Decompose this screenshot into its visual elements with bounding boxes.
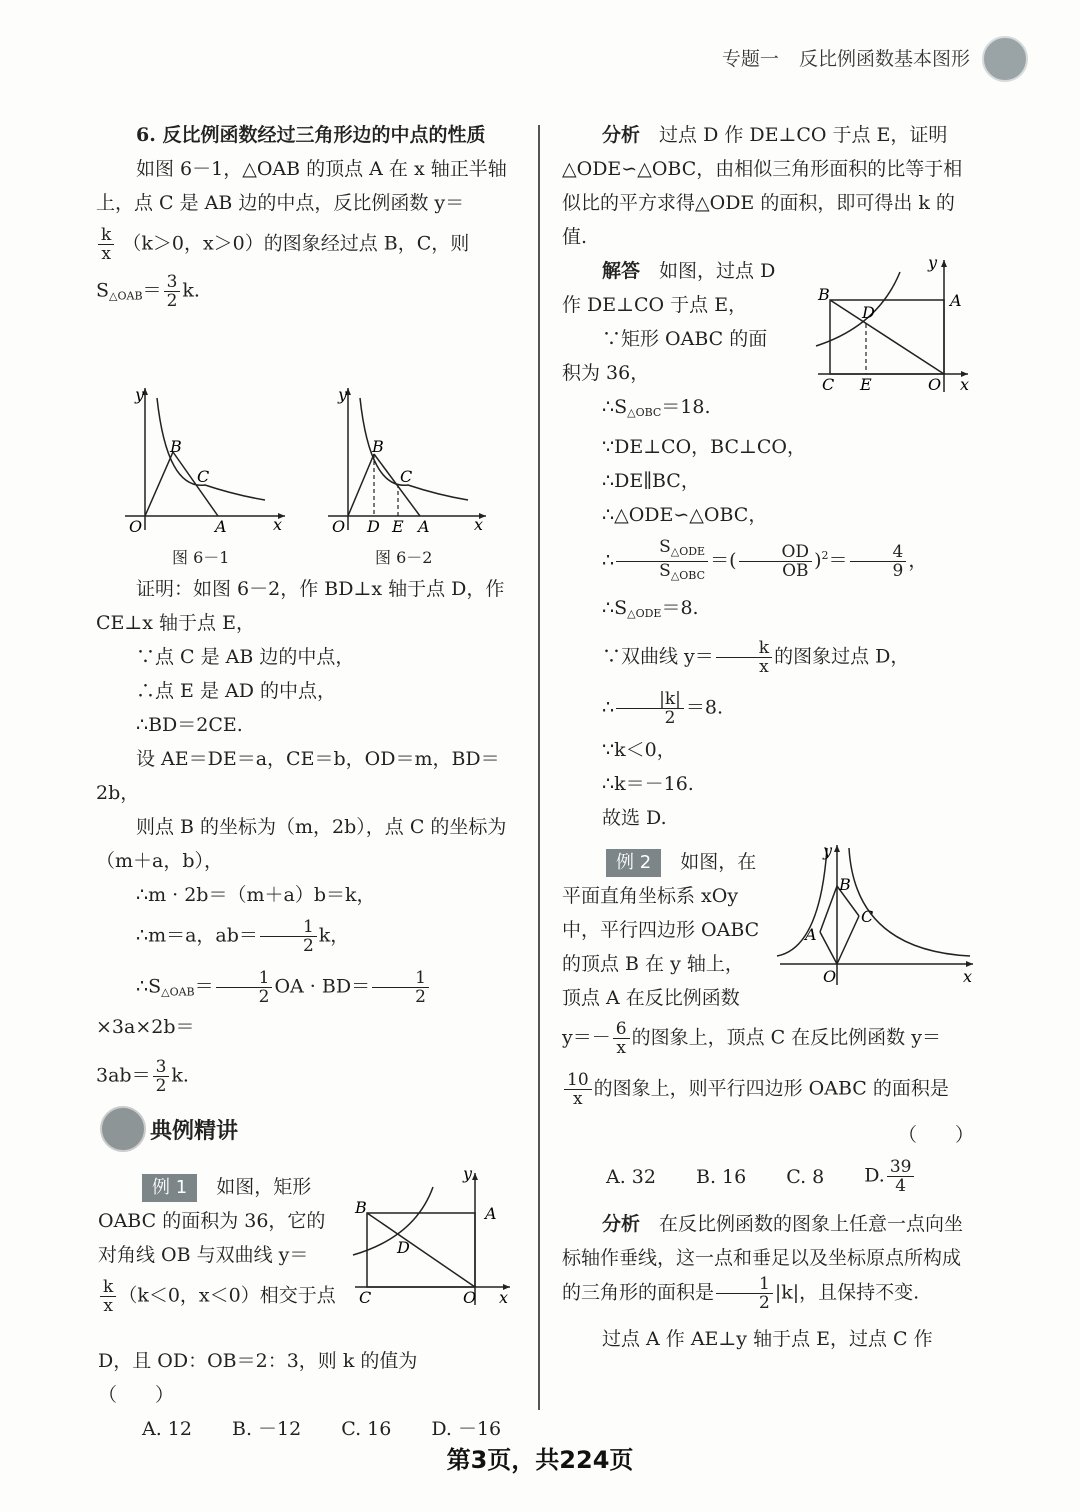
section-heading <box>100 1106 238 1152</box>
point-C-label: C <box>400 467 413 486</box>
solution-step: $\therefore S_{\triangle ODE}=8$. <box>602 597 699 620</box>
point-D-label: D <box>862 303 875 322</box>
point-B-label: B <box>818 285 830 304</box>
x-axis-label: x <box>474 515 484 534</box>
property-title: 6. 反比例函数经过三角形边的中点的性质 <box>136 124 486 146</box>
example-1-line: OABC 的面积为 36，它的 <box>98 1210 326 1232</box>
y-axis-label: y <box>463 1165 473 1183</box>
property-statement-cont: $\frac{k}{x}$ （k＞0，x＞0）的图象经过点 B，C，则 <box>96 226 508 263</box>
point-C-label: C <box>359 1288 372 1307</box>
point-B-label: B <box>839 875 851 894</box>
x-axis-label: x <box>963 967 973 986</box>
choice-b: B. －12 <box>231 1418 302 1440</box>
point-D-label: D <box>367 517 380 536</box>
example-2-figure <box>775 840 975 990</box>
proof-block <box>96 572 508 1095</box>
example-1-question: D，且 OD：OB＝2：3，则 k 的值为 （ ） <box>98 1350 456 1406</box>
example-2-line: y＝－ $\frac{6}{x}$ 的图象上，顶点 C 在反比例函数 y＝ <box>562 1019 941 1058</box>
x-axis-label: x <box>960 375 970 394</box>
point-A-label: A <box>418 517 430 536</box>
solution-step: $\therefore S_{\triangle OBC}=18$. <box>602 396 711 419</box>
solution-step-ratio: ∴ $\frac{S_{\triangle ODE}}{S_{\triangle OBC}}$ ＝( $\frac{OD}{OB}$ )$^2$＝ $\frac{4}{9}$ ， <box>602 537 928 582</box>
solution-line: 作 DE⊥CO 于点 E， <box>562 294 748 316</box>
choice-b: B. 16 <box>695 1165 747 1188</box>
header-title: 反比例函数基本图形 <box>798 48 970 70</box>
point-B-label: B <box>170 437 182 456</box>
x-axis-label: x <box>499 1288 509 1307</box>
property-conclusion: $S_{\triangle OAB}=$ $\frac{3}{2}$ k. <box>96 272 200 311</box>
figure-6-2-caption: 图 6－2 <box>375 548 433 567</box>
proof-line: ∴BD＝2CE. <box>136 714 243 736</box>
point-A-label: A <box>805 925 817 944</box>
example-2-line: 平面直角坐标系 xOy <box>562 885 739 907</box>
point-O-label: O <box>332 517 346 536</box>
choice-a: A. 32 <box>606 1165 656 1188</box>
example-2-line: $\frac{10}{x}$ 的图象上，则平行四边形 OABC 的面积是 <box>562 1071 974 1108</box>
solution-line: ∵矩形 OABC 的面 <box>602 328 768 350</box>
example-2: 例 2 如图，在 平面直角坐标系 xOy 中，平行四边形 OABC 的顶点 B 在 y 轴上， 顶点 A 在反比例函数 <box>562 845 777 1015</box>
example-1-line: $\frac{k}{x}$ （k＜0，x＜0）相交于点 <box>98 1278 338 1315</box>
header-topic: 专题一 <box>721 48 779 70</box>
choice-d: D. $\frac{39}{4}$ <box>864 1158 916 1195</box>
column-divider <box>538 125 540 1410</box>
property-statement: 如图 6－1，△OAB 的顶点 A 在 x 轴正半轴上，点 C 是 AB 边的中点，反比例函数 y＝ <box>96 158 507 214</box>
y-axis-label: y <box>135 385 145 404</box>
proof-line: 设 AE＝DE＝a，CE＝b，OD＝m，BD＝2b， <box>96 748 500 804</box>
geometry-badge-icon <box>982 36 1028 82</box>
solution-start: 解答 如图，过点 D 作 DE⊥CO 于点 E， ∵矩形 OABC 的面 积为 36， <box>562 254 802 390</box>
answer-blank: （ ） <box>897 1124 974 1146</box>
fraction-k-over-x: $\frac{k}{x}$ <box>98 226 114 263</box>
figure-6-1 <box>115 380 295 540</box>
choice-c: C. 16 <box>341 1418 392 1440</box>
solution-step: ∵双曲线 y＝ $\frac{k}{x}$ 的图象过点 D， <box>602 638 910 677</box>
example-2-line: 顶点 A 在反比例函数 <box>562 987 740 1009</box>
solution-step: ∵k＜0， <box>602 739 676 761</box>
proof-line: ∵点 C 是 AB 边的中点， <box>136 646 355 668</box>
point-A-label: A <box>215 517 227 536</box>
point-C-label: C <box>197 467 210 486</box>
example-2-line: 中，平行四边形 OABC <box>562 919 760 941</box>
figure-6-2 <box>318 380 498 540</box>
section-title: 典例精讲 <box>150 1118 239 1144</box>
point-O-label: O <box>928 375 942 394</box>
example-2-cont <box>562 1020 974 1356</box>
right-column <box>562 118 974 254</box>
solution-step: ∴△ODE∽△OBC， <box>602 504 768 526</box>
solution-answer: 故选 D. <box>602 807 667 829</box>
point-D-label: D <box>397 1238 410 1257</box>
solution-step: ∵DE⊥CO，BC⊥CO， <box>602 436 807 458</box>
example-2-choices <box>606 1158 974 1195</box>
solution-step: ∴DE∥BC， <box>602 470 700 492</box>
page-counter: 第3页，共224页 <box>446 1446 634 1474</box>
point-C-label: C <box>861 907 874 926</box>
solution-steps <box>562 390 974 835</box>
point-E-label: E <box>392 517 404 536</box>
point-A-label: A <box>485 1204 497 1223</box>
example-1-solution-figure <box>808 252 978 402</box>
proof-eq-result: 3ab＝ $\frac{3}{2}$ k. <box>96 1056 189 1096</box>
figure-6-1-caption: 图 6－1 <box>172 548 230 567</box>
y-axis-label: y <box>928 253 938 272</box>
choice-d: D. －16 <box>431 1418 502 1440</box>
example-1-tag: 例 1 <box>142 1174 197 1202</box>
solution-line: 积为 36， <box>562 362 650 384</box>
example-1: 例 1 如图，矩形 OABC 的面积为 36，它的 对角线 OB 与双曲线 y＝ $\frac{k}{x}$ （k＜0，x＜0）相交于点 <box>98 1170 338 1315</box>
example-1-line: 对角线 OB 与双曲线 y＝ <box>98 1244 309 1266</box>
solution-step: ∴ $\frac{|k|}{2}$ ＝8. <box>602 689 723 728</box>
proof-line: 则点 B 的坐标为（m，2b），点 C 的坐标为（m＋a，b）， <box>96 816 507 872</box>
solution-step: ∴k＝－16. <box>602 773 694 795</box>
running-header <box>708 44 970 71</box>
y-axis-label: y <box>823 841 833 860</box>
point-C-label: C <box>822 375 835 394</box>
analysis-2: 分析 在反比例函数的图象上任意一点向坐标轴作垂线，这一点和垂足以及坐标原点所构成的三角形的面积是 $\frac{1}{2}$ |k|，且保持不变. <box>562 1213 964 1313</box>
point-B-label: B <box>355 1198 367 1217</box>
example-1-figure <box>345 1165 520 1310</box>
lecture-board-icon <box>100 1106 146 1152</box>
proof-eq-area: $\therefore S_{\triangle OAB}=$ $\frac{1}{2}$ OA · BD＝ $\frac{1}{2}$ ×3a×2b＝ <box>96 969 508 1044</box>
x-axis-label: x <box>273 515 283 534</box>
example-2-line: 的顶点 B 在 y 轴上， <box>562 953 744 975</box>
choice-a: A. 12 <box>142 1418 192 1440</box>
proof-line: ∴m · 2b＝（m＋a）b＝k， <box>136 884 376 906</box>
analysis-2-cont: 过点 A 作 AE⊥y 轴于点 E，过点 C 作 <box>602 1328 933 1350</box>
point-E-label: E <box>860 375 872 394</box>
y-axis-label: y <box>338 385 348 404</box>
point-A-label: A <box>950 291 962 310</box>
point-B-label: B <box>372 437 384 456</box>
example-1-cont <box>98 1344 510 1446</box>
example-2-tag: 例 2 <box>606 849 661 877</box>
choice-c: C. 8 <box>786 1165 825 1188</box>
left-column <box>96 118 508 314</box>
proof-line: ∴点 E 是 AD 的中点， <box>136 680 336 702</box>
point-O-label: O <box>463 1288 477 1307</box>
point-O-label: O <box>129 517 143 536</box>
analysis-1: 分析 过点 D 作 DE⊥CO 于点 E，证明△ODE∽△OBC，由相似三角形面积的比等于相似比的平方求得△ODE 的面积，即可得出 k 的值. <box>562 124 963 248</box>
point-O-label: O <box>823 967 837 986</box>
proof-eq-m: ∴m＝a，ab＝ $\frac{1}{2}$ k， <box>136 917 350 956</box>
proof-line: 证明：如图 6－2，作 BD⊥x 轴于点 D，作 CE⊥x 轴于点 E， <box>96 578 505 634</box>
